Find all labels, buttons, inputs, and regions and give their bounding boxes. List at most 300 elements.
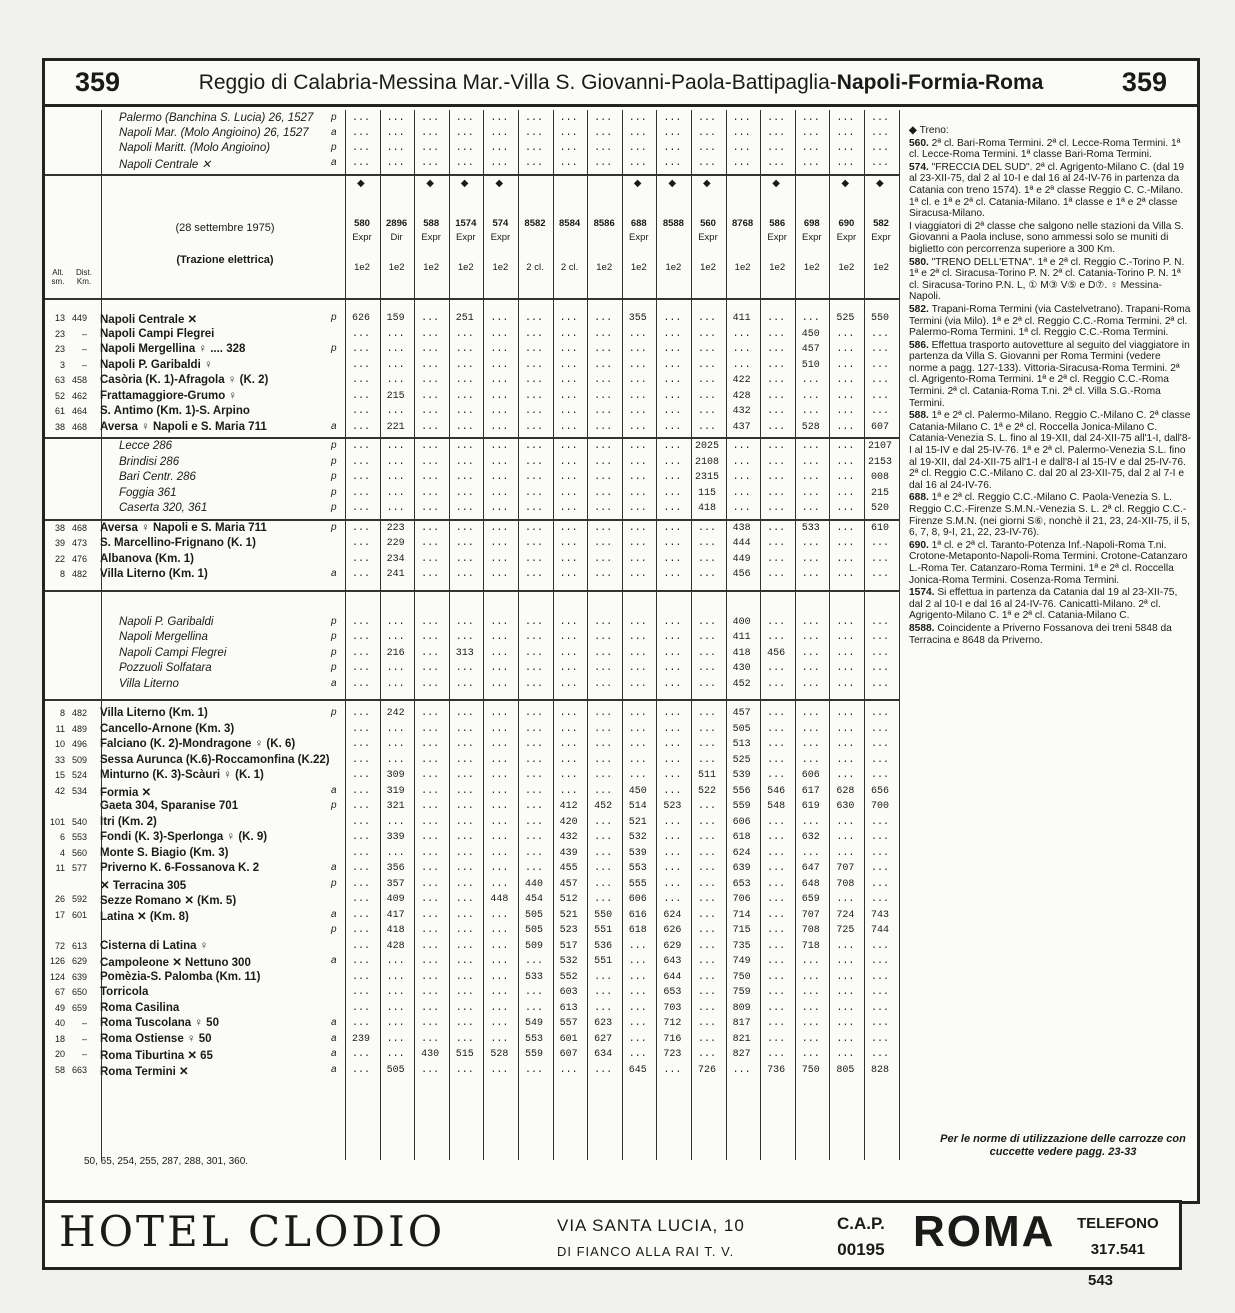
- time-cell: 418: [697, 503, 716, 514]
- note-train-number: 560.: [909, 137, 932, 149]
- time-cell: ...: [421, 632, 440, 643]
- arr-dep-flag: a: [331, 157, 337, 168]
- train-mark-diamond: ◆: [772, 178, 780, 189]
- time-cell: ...: [663, 863, 682, 874]
- time-cell: ...: [767, 739, 786, 750]
- train-note: [909, 410, 1191, 491]
- time-cell: ...: [697, 987, 716, 998]
- time-cell: ...: [559, 128, 578, 139]
- time-cell: ...: [767, 816, 786, 828]
- time-cell: ...: [663, 1064, 682, 1076]
- time-cell: ...: [490, 723, 509, 735]
- station-name: ✕ Terracina 305: [100, 879, 187, 891]
- time-cell: 559: [732, 801, 751, 812]
- distance-km: 524: [71, 770, 87, 780]
- time-cell: 749: [732, 956, 751, 967]
- time-cell: ...: [594, 708, 613, 719]
- time-cell: ...: [351, 770, 370, 781]
- station-row: [45, 707, 341, 720]
- arr-dep-flag: a: [331, 1032, 337, 1044]
- time-cell: ...: [628, 1049, 647, 1060]
- time-cell: ...: [870, 816, 889, 828]
- distance-km: 540: [71, 816, 87, 827]
- time-cell: 559: [524, 1049, 543, 1060]
- altitude: 23: [54, 328, 65, 339]
- time-cell: ...: [697, 421, 716, 433]
- time-cell: ...: [490, 832, 509, 843]
- station-row: [45, 678, 341, 691]
- time-cell: ...: [697, 971, 716, 983]
- time-cell: ...: [386, 344, 405, 355]
- time-cell: ...: [455, 1018, 474, 1029]
- arr-dep-flag: a: [331, 677, 337, 689]
- train-number: 8588: [662, 218, 684, 229]
- time-cell: 759: [732, 987, 751, 998]
- time-cell: 439: [559, 847, 578, 859]
- time-cell: ...: [490, 739, 509, 750]
- time-cell: ...: [490, 522, 509, 534]
- time-cell: 805: [836, 1064, 855, 1076]
- time-cell: ...: [663, 538, 682, 549]
- time-cell: ...: [663, 816, 682, 828]
- time-cell: ...: [351, 1018, 370, 1029]
- time-cell: 321: [386, 801, 405, 812]
- time-cell: ...: [836, 1002, 855, 1014]
- time-cell: 319: [386, 785, 405, 797]
- station-row: [45, 971, 341, 984]
- train-number: 560: [700, 218, 716, 229]
- time-cell: 616: [628, 909, 647, 921]
- time-cell: 510: [801, 359, 820, 371]
- time-cell: ...: [836, 1049, 855, 1060]
- time-cell: ...: [870, 878, 889, 890]
- train-mark-diamond: ◆: [633, 178, 642, 189]
- time-cell: 715: [732, 925, 751, 936]
- time-cell: 450: [628, 785, 647, 797]
- time-cell: ...: [559, 647, 578, 659]
- time-cell: ...: [421, 390, 440, 402]
- altitude: 126: [49, 956, 65, 966]
- timetable-page: [42, 58, 1200, 1204]
- altitude: 15: [54, 770, 65, 780]
- train-number: 588: [423, 218, 440, 229]
- time-cell: 548: [767, 801, 786, 812]
- station-name: Casòria (K. 1)-Afragola ♀ (K. 2): [100, 374, 269, 386]
- time-cell: 617: [801, 785, 820, 797]
- train-number: 8584: [559, 218, 581, 229]
- time-cell: ...: [697, 158, 716, 169]
- time-cell: ...: [663, 708, 682, 719]
- time-cell: ...: [663, 113, 682, 124]
- time-cell: 613: [559, 1002, 578, 1014]
- time-cell: ...: [836, 406, 855, 417]
- time-cell: 454: [524, 894, 543, 905]
- time-cell: ...: [663, 313, 682, 324]
- time-cell: 512: [559, 894, 578, 905]
- train-number: 8582: [524, 218, 546, 229]
- time-cell: ...: [870, 739, 889, 750]
- time-cell: 618: [628, 925, 647, 936]
- time-cell: ...: [628, 441, 647, 452]
- time-cell: ...: [836, 832, 855, 843]
- time-cell: ...: [524, 328, 543, 340]
- time-cell: ...: [801, 375, 820, 386]
- time-cell: ...: [628, 956, 647, 967]
- origin-name: Palermo (Banchina S. Lucia) 26, 1527: [119, 112, 314, 124]
- arr-dep-flag: a: [331, 908, 337, 920]
- time-cell: ...: [628, 128, 647, 139]
- time-cell: 422: [732, 375, 751, 386]
- station-name: Foggia 361: [119, 486, 177, 499]
- time-cell: 532: [559, 956, 578, 967]
- station-row: [45, 522, 341, 535]
- train-note: [909, 257, 1191, 303]
- time-cell: 619: [801, 801, 820, 812]
- time-cell: ...: [351, 632, 370, 643]
- time-cell: ...: [594, 472, 613, 483]
- time-cell: 627: [594, 1033, 613, 1045]
- time-cell: ...: [801, 143, 820, 154]
- train-mark-diamond: ◆: [876, 178, 884, 189]
- altitude: 39: [54, 538, 65, 548]
- station-row: [45, 616, 341, 629]
- time-cell: ...: [421, 801, 440, 812]
- altitude: 38: [54, 421, 65, 432]
- time-cell: ...: [524, 344, 543, 355]
- time-cell: ...: [524, 956, 543, 967]
- time-cell: ...: [594, 832, 613, 843]
- time-cell: ...: [697, 816, 716, 828]
- time-cell: ...: [663, 647, 682, 659]
- time-cell: 546: [767, 785, 786, 797]
- time-cell: 339: [386, 832, 405, 843]
- time-cell: ...: [421, 1002, 440, 1014]
- station-name: Villa Literno: [119, 677, 179, 690]
- time-cell: 420: [559, 816, 578, 828]
- time-cell: ...: [836, 328, 855, 340]
- arr-dep-flag: a: [331, 862, 337, 873]
- time-cell: ...: [870, 390, 889, 402]
- time-cell: 557: [559, 1018, 578, 1029]
- time-cell: ...: [767, 1033, 786, 1045]
- note-text: Treno:: [919, 125, 949, 136]
- station-row: [45, 487, 341, 500]
- note-train-number: 688.: [909, 492, 932, 504]
- time-cell: ...: [455, 878, 474, 890]
- altitude: 22: [54, 553, 65, 564]
- time-cell: ...: [697, 647, 716, 659]
- station-name: Pomèzia-S. Palomba (Km. 11): [100, 970, 261, 983]
- time-cell: ...: [455, 359, 474, 371]
- time-cell: ...: [351, 128, 370, 139]
- station-row: [45, 862, 341, 875]
- time-cell: ...: [386, 472, 405, 483]
- time-cell: 821: [732, 1033, 751, 1045]
- station-row: [45, 769, 341, 782]
- time-cell: 610: [870, 522, 889, 534]
- time-cell: 251: [455, 313, 474, 324]
- section-rule thin: [45, 437, 899, 439]
- time-cell: ...: [594, 128, 613, 139]
- time-cell: ...: [663, 456, 682, 468]
- time-cell: ...: [594, 344, 613, 355]
- time-cell: 2315: [694, 472, 719, 483]
- time-cell: ...: [697, 878, 716, 890]
- station-name: S. Antimo (Km. 1)-S. Arpino: [100, 405, 250, 417]
- time-cell: ...: [870, 553, 889, 565]
- time-cell: ...: [455, 1064, 474, 1076]
- time-cell: ...: [594, 456, 613, 468]
- time-cell: ...: [870, 987, 889, 998]
- time-cell: ...: [663, 832, 682, 843]
- time-cell: ...: [697, 359, 716, 371]
- time-cell: ...: [697, 406, 716, 417]
- time-cell: ...: [455, 522, 474, 534]
- time-cell: ...: [386, 328, 405, 340]
- time-cell: ...: [663, 678, 682, 690]
- hotel-name: HOTEL CLODIO: [59, 1207, 446, 1256]
- time-cell: ...: [421, 739, 440, 750]
- time-cell: ...: [490, 313, 509, 324]
- distance-km: 613: [71, 940, 87, 951]
- time-cell: ...: [386, 128, 405, 139]
- time-cell: 355: [628, 313, 647, 324]
- time-cell: ...: [870, 328, 889, 340]
- note-text: 1ª e 2ª cl. Palermo-Milano. Reggio C.-Milano C. 2ª classe Catania-Milano C. 1ª e 2ª cl. Roccella Jonica-Milano C. Catania-Venezia S. L. fino al 19-XII, dal 24-XII-75 all'1-I, dall'8-I al 15-IV e dal 25-IV-76. 1ª e 2ª cl. Palermo-Venezia S.L. fino al 19-XII, dal 24-XII-75 all'1-I e dall'8-I al 15-IV e dal 25-IV-76. 2ª cl. Reggio C.C.-Milano C. dal 20 al 23-XII-75, dal 2 al 7-I e dal 16 al 24-IV-76.: [909, 410, 1191, 491]
- time-cell: ...: [386, 1018, 405, 1029]
- time-cell: ...: [836, 739, 855, 750]
- station-name: Villa Literno (Km. 1): [100, 707, 208, 719]
- time-cell: ...: [351, 553, 370, 565]
- time-cell: ...: [663, 441, 682, 452]
- altitude: 18: [54, 1033, 65, 1044]
- column-divider: [899, 110, 900, 1160]
- note-train-number: 588.: [909, 410, 932, 422]
- time-cell: ...: [870, 616, 889, 628]
- train-note: [909, 138, 1191, 161]
- time-cell: ...: [421, 406, 440, 417]
- time-cell: ...: [524, 143, 543, 154]
- time-cell: ...: [421, 569, 440, 580]
- station-row: [45, 440, 341, 453]
- time-cell: ...: [801, 128, 820, 139]
- altitude-label: Alt. sm.: [51, 268, 65, 286]
- time-cell: ...: [490, 569, 509, 580]
- time-cell: ...: [455, 406, 474, 417]
- note-text: 1ª cl. e 2ª cl. Taranto-Potenza Inf.-Napoli-Roma T.ni. Crotone-Metaponto-Napoli-Roma Termini. Crotone-Catanzaro L.-Roma Ter. Catanzaro-Roma Termini. 1ª e 2ª cl. Roccella Jonica-Roma Termini. Cosenza-Roma Termini.: [909, 539, 1188, 586]
- time-cell: ...: [421, 313, 440, 324]
- time-cell: 628: [836, 785, 855, 797]
- time-cell: 221: [386, 421, 405, 433]
- altitude: 61: [54, 406, 65, 416]
- time-cell: ...: [524, 832, 543, 843]
- time-cell: 606: [628, 894, 647, 905]
- time-cell: ...: [628, 971, 647, 983]
- time-cell: ...: [628, 406, 647, 417]
- station-name: Campoleone ✕ Nettuno 300: [100, 957, 251, 968]
- station-name: Napoli P. Garibaldi ♀: [100, 358, 213, 371]
- time-cell: 239: [351, 1033, 370, 1045]
- time-cell: ...: [524, 678, 543, 690]
- train-type: Expr: [352, 232, 372, 243]
- time-cell: 626: [663, 925, 682, 936]
- time-cell: ...: [490, 113, 509, 124]
- time-cell: ...: [455, 832, 474, 843]
- time-cell: ...: [455, 894, 474, 905]
- time-cell: ...: [559, 344, 578, 355]
- time-cell: ...: [594, 987, 613, 998]
- time-cell: ...: [351, 739, 370, 750]
- time-cell: ...: [490, 1018, 509, 1029]
- time-cell: ...: [594, 754, 613, 766]
- time-cell: 241: [386, 569, 405, 580]
- station-name: Bari Centr. 286: [119, 471, 196, 483]
- time-cell: ...: [421, 678, 440, 690]
- time-cell: ...: [421, 456, 440, 468]
- time-cell: 550: [594, 909, 613, 921]
- time-cell: 601: [559, 1033, 578, 1045]
- train-note: [909, 492, 1191, 538]
- arr-dep-flag: p: [331, 662, 337, 673]
- time-cell: ...: [351, 647, 370, 659]
- station-row: [45, 647, 341, 660]
- time-cell: ...: [421, 128, 440, 139]
- time-cell: ...: [767, 832, 786, 843]
- train-class: 1e2: [457, 262, 474, 273]
- time-cell: ...: [524, 375, 543, 386]
- station-row: [45, 816, 341, 829]
- time-cell: ...: [351, 785, 370, 797]
- time-cell: ...: [870, 754, 889, 766]
- time-cell: ...: [490, 816, 509, 828]
- time-cell: ...: [628, 632, 647, 643]
- time-cell: ...: [836, 754, 855, 766]
- train-mark-diamond: ◆: [703, 178, 711, 189]
- time-cell: ...: [628, 344, 647, 355]
- time-cell: ...: [801, 1049, 820, 1060]
- time-cell: ...: [697, 1049, 716, 1060]
- note-train-number: 580.: [909, 256, 932, 268]
- time-cell: ...: [594, 647, 613, 659]
- time-cell: 513: [732, 739, 751, 750]
- train-type: Expr: [698, 232, 718, 243]
- station-name: Pozzuoli Solfatara: [119, 662, 212, 674]
- time-cell: ...: [836, 723, 855, 735]
- time-cell: ...: [351, 754, 370, 766]
- time-cell: ...: [421, 863, 440, 874]
- time-cell: ...: [697, 956, 716, 967]
- station-name: Aversa ♀ Napoli e S. Maria 711: [100, 420, 267, 433]
- station-name: Roma Tuscolana ♀ 50: [100, 1017, 219, 1029]
- distance-km: 663: [71, 1064, 87, 1075]
- time-cell: ...: [801, 553, 820, 565]
- time-cell: ...: [594, 816, 613, 828]
- time-cell: ...: [767, 359, 786, 371]
- time-cell: ...: [870, 971, 889, 983]
- time-cell: 618: [732, 832, 751, 843]
- note-train-number: 8588.: [909, 622, 938, 634]
- station-row: [45, 553, 341, 566]
- time-cell: 115: [697, 487, 716, 499]
- time-cell: ...: [490, 663, 509, 674]
- time-cell: ...: [490, 754, 509, 766]
- time-cell: 528: [490, 1049, 509, 1060]
- station-name: Itri (Km. 2): [100, 815, 157, 828]
- distance-km: 449: [71, 313, 87, 323]
- time-cell: ...: [732, 143, 751, 154]
- time-cell: 707: [801, 909, 820, 921]
- time-cell: 456: [767, 647, 786, 659]
- time-cell: ...: [870, 406, 889, 417]
- time-cell: ...: [524, 785, 543, 797]
- time-cell: 313: [455, 647, 474, 659]
- time-cell: ...: [421, 663, 440, 674]
- time-cell: ...: [767, 522, 786, 534]
- altitude: 26: [54, 894, 65, 904]
- time-cell: 428: [386, 940, 405, 952]
- station-row: [45, 456, 341, 469]
- time-cell: ...: [386, 739, 405, 750]
- time-cell: ...: [490, 647, 509, 659]
- time-cell: ...: [594, 406, 613, 417]
- station-row: [45, 359, 341, 372]
- time-cell: ...: [628, 158, 647, 169]
- time-cell: ...: [870, 538, 889, 549]
- time-cell: ...: [870, 940, 889, 952]
- time-cell: ...: [490, 538, 509, 549]
- time-cell: ...: [836, 359, 855, 371]
- time-cell: ...: [455, 472, 474, 483]
- time-cell: ...: [628, 472, 647, 483]
- time-cell: ...: [490, 456, 509, 468]
- time-cell: ...: [663, 421, 682, 433]
- time-cell: ...: [421, 1018, 440, 1029]
- time-cell: ...: [490, 553, 509, 565]
- time-cell: ...: [801, 1018, 820, 1029]
- time-cell: ...: [697, 739, 716, 750]
- couchette-footnote: Per le norme di utilizzazione delle carrozze con cuccette vedere pagg. 23-33: [940, 1133, 1186, 1158]
- train-note: [909, 623, 1191, 646]
- time-cell: ...: [767, 503, 786, 514]
- time-cell: ...: [490, 785, 509, 797]
- time-cell: ...: [524, 158, 543, 169]
- time-cell: ...: [490, 487, 509, 499]
- time-cell: ...: [628, 739, 647, 750]
- distance-km: 639: [71, 971, 87, 982]
- timetable-header: [45, 61, 1197, 107]
- distance-km: 534: [71, 785, 87, 796]
- time-cell: ...: [455, 663, 474, 674]
- arr-dep-flag: p: [331, 455, 337, 467]
- time-cell: ...: [490, 390, 509, 402]
- hotel-city: ROMA: [913, 1207, 1056, 1256]
- station-row: [45, 405, 341, 418]
- time-cell: 452: [594, 801, 613, 812]
- time-cell: ...: [386, 663, 405, 674]
- time-cell: ...: [767, 328, 786, 340]
- time-cell: ...: [801, 113, 820, 124]
- time-cell: ...: [836, 678, 855, 690]
- arr-dep-flag: a: [331, 420, 337, 432]
- distance-km: 462: [71, 390, 87, 401]
- distance-km: 560: [71, 847, 87, 858]
- time-cell: 505: [732, 723, 751, 735]
- time-cell: 718: [801, 940, 820, 952]
- time-cell: ...: [836, 569, 855, 580]
- time-cell: ...: [836, 487, 855, 499]
- section-rule: [45, 298, 899, 300]
- time-cell: ...: [594, 421, 613, 433]
